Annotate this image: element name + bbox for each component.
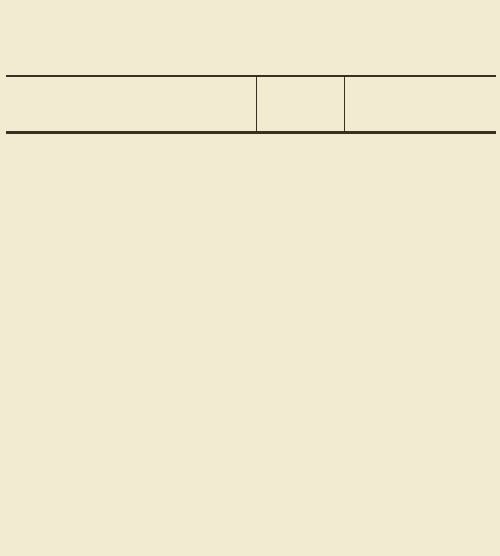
table-header-row (6, 77, 496, 132)
header-strike (256, 77, 344, 131)
intro-line-1 (10, 5, 32, 21)
intro-paragraph (10, 4, 496, 23)
slate-table (6, 75, 496, 134)
header-dip (344, 77, 496, 131)
header-cleavage (6, 77, 256, 131)
